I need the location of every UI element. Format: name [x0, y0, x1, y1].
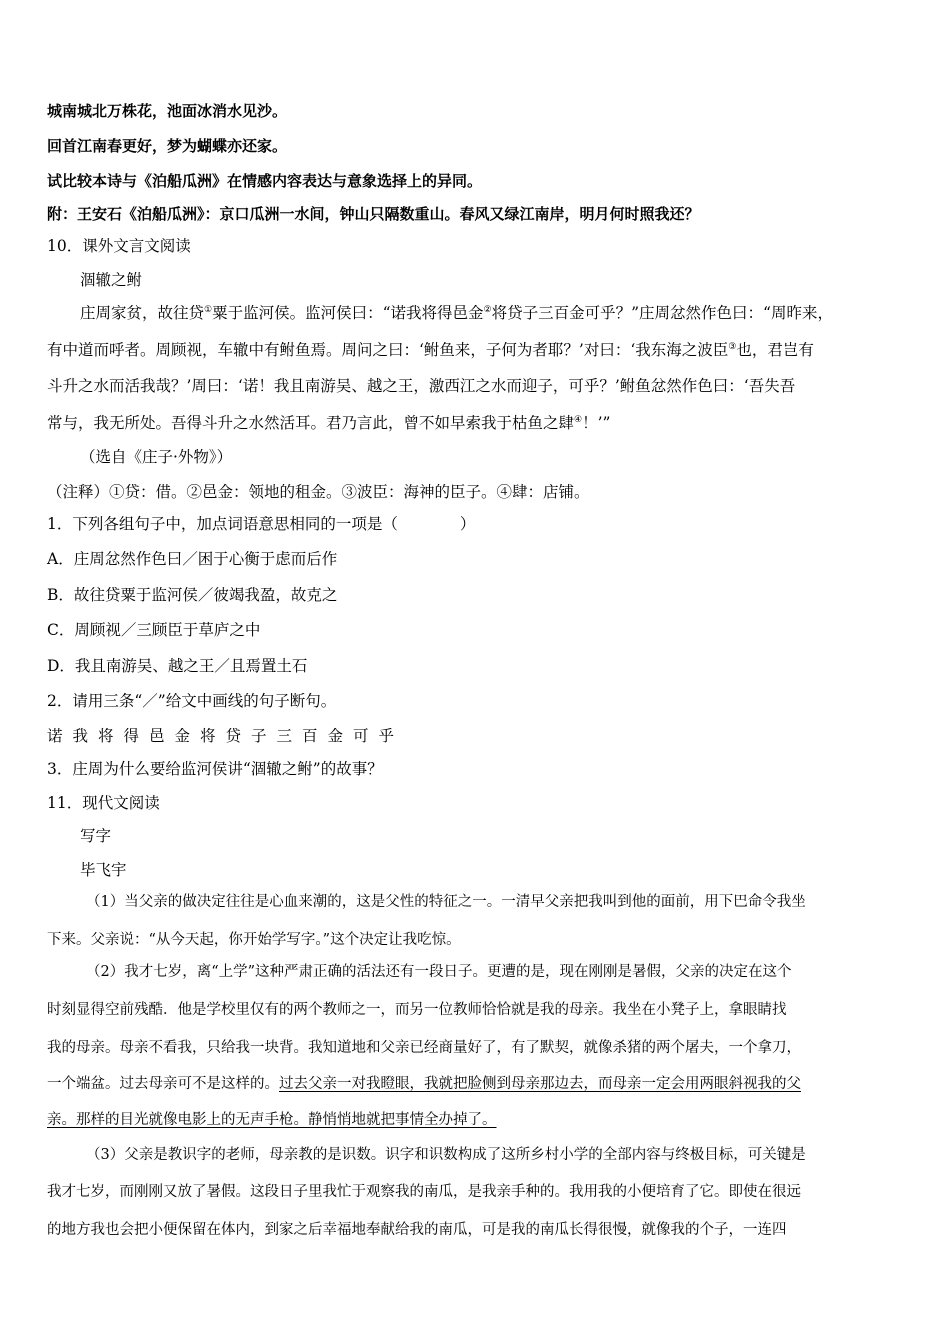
- text-span: 有中道而呼者。周顾视，车辙中有鲋鱼焉。周问之曰：‘鲋鱼来，子何为者耶？’对曰：‘我东海之波臣: [47, 341, 729, 359]
- q11-heading: 11．现代文阅读: [47, 794, 160, 812]
- q10-paragraph-line-1: [80, 302, 833, 324]
- para1-line-2: 下来。父亲说：“从今天起，你开始学写字。”这个决定让我吃惊。: [47, 932, 461, 948]
- para2-line-4: [47, 1073, 801, 1095]
- q10-heading: 10．课外文言文阅读: [47, 237, 191, 255]
- text-span: ！’”: [582, 414, 611, 432]
- option-c: C．周顾视／三顾臣于草庐之中: [47, 621, 261, 639]
- text-span: 一个端盆。过去母亲可不是这样的。: [47, 1076, 279, 1092]
- text-span: 庄周家贫，故往贷: [80, 304, 205, 322]
- footnote-mark: ③: [728, 341, 737, 352]
- q10-sub-question-3: 3．庄周为什么要给监河侯讲“涸辙之鲋”的故事？: [47, 760, 383, 778]
- para3-line-3: 的地方我也会把小便保留在体内，到家之后幸福地奉献给我的南瓜，可是我的南瓜长得很慢，就像我的个子，一连四: [47, 1222, 787, 1238]
- q10-paragraph-line-3: 斗升之水而活我哉？’周曰：‘诺！我且南游吴、越之王，激西江之水而迎子，可乎？’鲋鱼忿然作色曰：‘吾失吾: [47, 377, 796, 395]
- para2-line-3: 我的母亲。母亲不看我，只给我一块背。我知道地和父亲已经商量好了，有了默契，就像杀猪的两个屠夫，一个拿刀，: [47, 1040, 801, 1056]
- q10-paragraph-line-4: [47, 412, 610, 434]
- para2-line-1: （2）我才七岁，离“上学”这种严肃正确的活法还有一段日子。更遭的是，现在刚刚是暑假，父亲的决定在这个: [86, 964, 792, 980]
- option-b: B．故往贷粟于监河侯／彼竭我盈，故克之: [47, 586, 338, 604]
- para1-line-1: （1）当父亲的做决定往往是心血来潮的，这是父性的特征之一。一清早父亲把我叫到他的面前，用下巴命令我坐: [86, 894, 806, 910]
- footnote-mark: ②: [483, 304, 492, 315]
- text-span: 也，君岂有: [736, 341, 814, 359]
- para2-line-2: 时刻显得空前残酷．他是学校里仅有的两个教师之一，而另一位教师恰恰就是我的母亲。我坐在小凳子上，拿眼睛找: [47, 1002, 787, 1018]
- q11-author: 毕飞宇: [80, 861, 127, 879]
- q10-source: （选自《庄子·外物》）: [80, 448, 233, 466]
- poem-line-4: 回首江南春更好，梦为蝴蝶亦还家。: [47, 137, 288, 155]
- q10-notes: （注释）①贷：借。②邑金：领地的租金。③波臣：海神的臣子。④肆：店铺。: [47, 483, 590, 501]
- para3-line-1: （3）父亲是教识字的老师，母亲教的是识数。识字和识数构成了这所乡村小学的全部内容与终极目标，可关键是: [86, 1147, 806, 1163]
- poem-appendix: 附：王安石《泊船瓜洲》：京口瓜洲一水间，钟山只隔数重山。春风又绿江南岸，明月何时照我还？: [47, 205, 700, 223]
- q10-title: 涸辙之鲋: [80, 271, 143, 289]
- footnote-mark: ①: [204, 304, 213, 315]
- text-span: 常与，我无所处。吾得斗升之水然活耳。君乃言此，曾不如早索我于枯鱼之肆: [47, 414, 575, 432]
- option-d: D．我且南游吴、越之王／且焉置土石: [47, 657, 308, 675]
- poem-line-3: 城南城北万株花，池面冰消水见沙。: [47, 102, 288, 120]
- q10-sub-question-1: 1．下列各组句子中，加点词语意思相同的一项是（ ）: [47, 515, 476, 533]
- q10-paragraph-line-2: [47, 339, 814, 361]
- q11-title: 写字: [80, 827, 112, 845]
- q10-sub-question-2: 2．请用三条“／”给文中画线的句子断句。: [47, 692, 337, 710]
- option-a: A．庄周忿然作色曰／困于心衡于虑而后作: [47, 550, 338, 568]
- text-span: 粟于监河侯。监河侯曰：“诺我将得邑金: [212, 304, 484, 322]
- footnote-mark: ④: [574, 414, 583, 425]
- para3-line-2: 我才七岁，而刚刚又放了暑假。这段日子里我忙于观察我的南瓜，是我亲手种的。我用我的小便培育了它。即使在很远: [47, 1184, 801, 1200]
- underlined-text: 过去父亲一对我瞪眼，我就把脸侧到母亲那边去，而母亲一定会用两眼斜视我的父: [279, 1076, 801, 1092]
- para2-line-5-underlined: 亲。那样的目光就像电影上的无声手枪。静悄悄地就把事情全办掉了。: [47, 1112, 497, 1128]
- punctuation-sentence: 诺我将得邑金将贷子三百金可乎: [47, 727, 405, 745]
- text-span: 将贷子三百金可乎？”庄周忿然作色曰：“周昨来，: [491, 304, 833, 322]
- poem-question: 试比较本诗与《泊船瓜洲》在情感内容表达与意象选择上的异同。: [47, 172, 483, 190]
